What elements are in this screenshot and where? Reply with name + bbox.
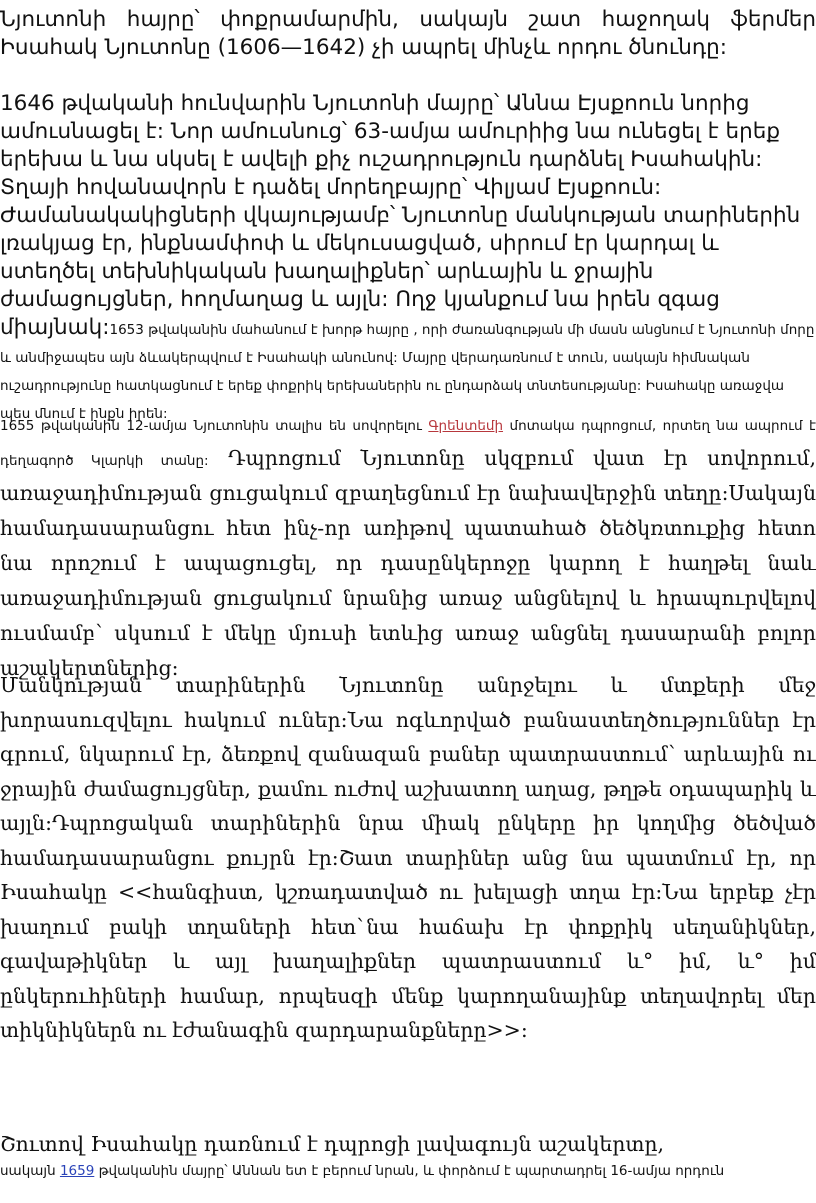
school-paragraph	[0, 410, 816, 687]
mother-paragraph	[0, 90, 816, 426]
student-serif-line: Շուտով Իսահակը դառնում է դպրոցի լավագույն աշակերտը,	[0, 1132, 665, 1156]
childhood-paragraph	[0, 668, 816, 1048]
intro-line-1: Նյուտոնի հայրը՝ փոքրամարմին, սակայն շատ հաջողակ ֆերմեր	[0, 7, 816, 32]
year-1659-link[interactable]: 1659	[59, 1163, 95, 1179]
intro-line-2: Իսահակ Նյուտոնը (1606—1642) չի ապրել մինչև որդու ծնունդը:	[0, 35, 727, 60]
student-paragraph	[0, 1127, 816, 1181]
mother-paragraph-tail-small: 1653 թվականին մահանում է խորթ հայրը , որի ժառանգության մի մասն անցնում է Նյուտոնի մորը և անմիջապես այն ձևակերպվում է Իսահակի անունով: Մայրը վերադառնում է տուն, սակայն հիմնական ուշադրությունը հատկացնում է երեք փոքրիկ երեխաներին ու ընդարձակ տնտեսությանը: Իսահակը առաջվա պես մնում է ինքն իրեն:	[0, 322, 815, 422]
mother-paragraph-tail-big: միայնակ:	[0, 315, 110, 340]
student-small-before: սակայն	[0, 1163, 60, 1179]
student-small-after: թվականին մայրը՝ Աննան ետ է բերում նրան, և փորձում է պարտադրել 16-ամյա որդուն	[94, 1163, 725, 1179]
school-intro-after-link: մոտակա դպրոցում, որտեղ նա ապրում է դեղագործ Կլարկի տանը:	[0, 418, 816, 469]
intro-block	[0, 6, 816, 62]
grantham-link[interactable]: Գրենտեմի	[428, 418, 504, 434]
school-intro-text: 1655 թվականին 12-ամյա Նյուտոնին տալիս են սովորելու	[0, 418, 429, 434]
school-paragraph-text: Դպրոցում Նյուտոնը սկզբում վատ էր սովորում, առաջադիմության ցուցակում զբաղեցնում էր նախավերջին տեղը:Սակայն համադասարանցու հետ ինչ-որ առիթով պատահած ծեծկռտուքից հետո նա որոշում է ապացուցել, որ դասընկերոջը կարող է հաղթել նաև առաջադիմության ցուցակում նրանից առաջ անցնելով և հրապուրվելով ուսմամբ՝ սկսում է մեկը մյուսի ետևից առաջ անցնել դասարանի բոլոր աշակերտներից:	[0, 446, 816, 680]
student-small-line	[0, 1161, 816, 1181]
childhood-paragraph-text: Մանկության տարիներին Նյուտոնը անրջելու և մտքերի մեջ խորասուզվելու հակում ուներ:Նա ոգևորված բանաստեղծություններ էր գրում, նկարում էր, ձեռքով զանազան բաներ պատրաստում՝ արևային ու ջրային ժամացույցներ, քամու ուժով աշխատող աղաց, թղթե օդապարիկ և այլն:Դպրոցական տարիներին նրա միակ ընկերը իր կողմից ծեծված համադասարանցու քույրն էր:Շատ տարիներ անց նա պատմում էր, որ Իսահակը <<հանգիստ, կշռադատված ու խելացի տղա էր:Նա երբեք չէր խաղում բակի տղաների հետ`նա հաճախ էր փոքրիկ սեղանիկներ, գավաթիկներ և այլ խաղալիքներ պատրաստում և° իմ, և° իմ ընկերուհիների համար, որպեսզի մենք կարողանայինք տեղավորել մեր տիկնիկներն ու էժանագին զարդարանքները>>:	[0, 673, 816, 1042]
mother-paragraph-text: 1646 թվականի հունվարին Նյուտոնի մայրը՝ Աննա Էյսքոուն նորից ամուսնացել է: Նոր ամուսնուց՝ 63-ամյա ամուրիից նա ունեցել է երեք երեխա և նա սկսել է ավելի քիչ ուշադրություն դարձնել Իսահակին: Տղայի հովանավորն է դաձել մորեղբայրը՝ Վիլյամ Էյսքոուն: Ժամանակակիցների վկայությամբ՝ Նյուտոնը մանկության տարիներին լռակյաց էր, ինքնամփոփ և մեկուսացված, սիրում էր կարդալ և ստեղծել տեխնիկական խաղալիքներ՝ արևային և ջրային ժամացույցներ, հողմաղաց և այլն: Ողջ կյանքում նա իրեն զգաց	[0, 91, 801, 312]
